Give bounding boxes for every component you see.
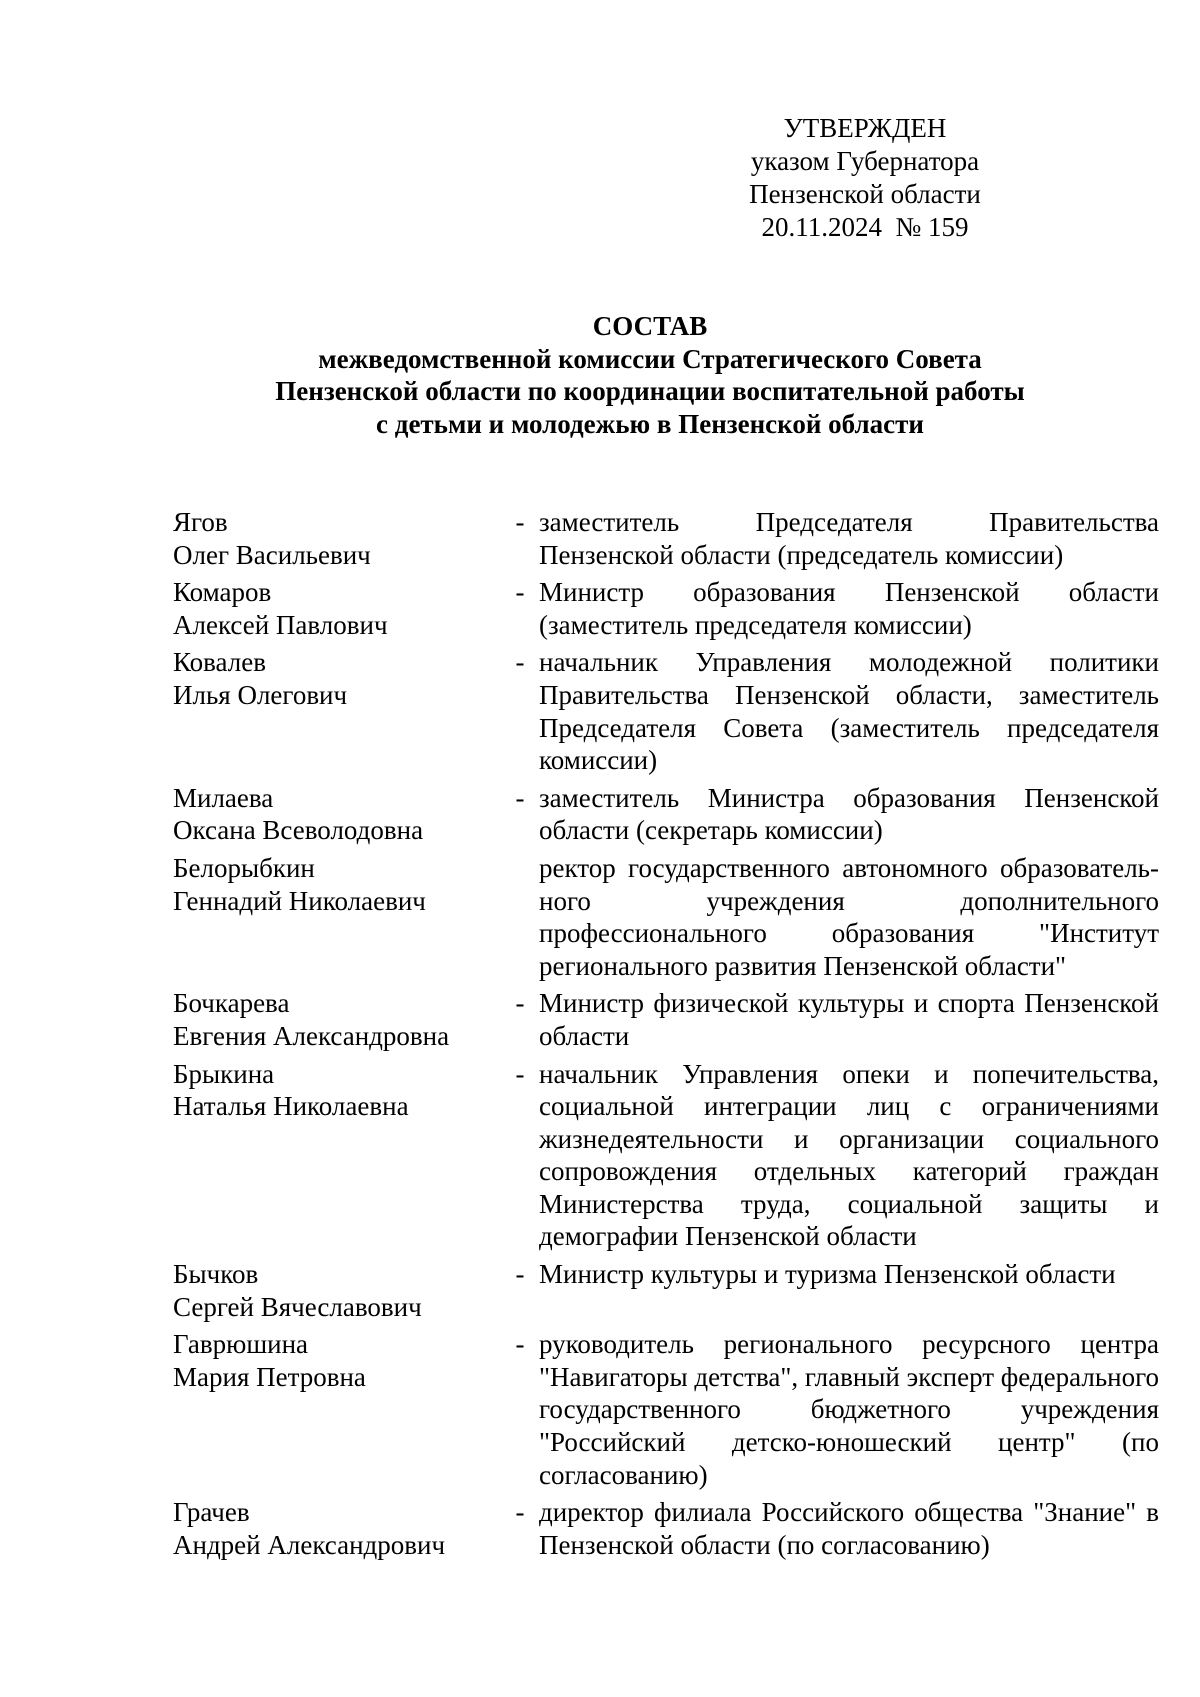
member-role: начальник Управления опеки и попечительства, социальной интеграции лиц с ограничениями жизнедеятельности и организации социального сопровождения отдельных категорий граждан Министерства труда, социальной защиты и демографии Пензенской области — [539, 1058, 1159, 1252]
document-title — [150, 310, 1150, 440]
member-role: Министр образования Пензенской области (заместитель председателя комиссии) — [539, 577, 1159, 640]
member-dash — [493, 852, 539, 982]
member-role: Министр физической культуры и спорта Пензенской области — [539, 988, 1159, 1051]
member-row — [173, 646, 1159, 776]
member-surname: Брыкина — [173, 1058, 275, 1089]
member-given-names: Геннадий Николаевич — [173, 885, 426, 916]
approval-line-region: Пензенской области — [749, 179, 981, 209]
member-surname: Белорыбкин — [173, 852, 315, 883]
member-row — [173, 1328, 1159, 1491]
member-role: директор филиала Российского общества "Знание" в Пензенской области (по согласованию) — [539, 1497, 1159, 1560]
member-dash: - — [515, 988, 525, 1019]
members-list — [173, 506, 1159, 1566]
member-row — [173, 1058, 1159, 1254]
member-given-names: Андрей Александрович — [173, 1529, 446, 1560]
member-row — [173, 576, 1159, 641]
member-given-names: Алексей Павлович — [173, 609, 388, 640]
member-name — [173, 782, 493, 847]
member-given-names: Евгения Александровна — [173, 1020, 450, 1051]
member-surname: Милаева — [173, 782, 274, 813]
member-row — [173, 987, 1159, 1052]
approval-line-date-number: 20.11.2024 № 159 — [761, 212, 969, 242]
title-heading: СОСТАВ — [592, 311, 708, 341]
member-row — [173, 852, 1159, 982]
member-row — [173, 506, 1159, 571]
member-role: руководитель регионального ресурсного центра "Навигаторы детства", главный эксперт федерального государственного бюджетного учреждения "Российский детско-юношеский центр" (по согласованию) — [539, 1329, 1159, 1490]
member-name — [173, 1258, 493, 1323]
member-surname: Ковалев — [173, 647, 266, 678]
member-name — [173, 987, 493, 1052]
member-dash: - — [515, 1058, 525, 1089]
member-surname: Комаров — [173, 577, 272, 608]
member-surname: Бочкарева — [173, 988, 290, 1019]
member-role: ректор государственного автономного образовательного учреждения дополнительного профессионального образования "Институт регионального развития Пензенской области" — [539, 852, 1159, 981]
member-given-names: Наталья Николаевна — [173, 1091, 409, 1122]
member-role: заместитель Министра образования Пензенской области (секретарь комиссии) — [539, 782, 1159, 846]
member-name — [173, 852, 493, 982]
member-dash: - — [515, 1259, 525, 1290]
member-dash: - — [515, 507, 525, 537]
member-name — [173, 1058, 493, 1254]
title-line-3: с детьми и молодежью в Пензенской области — [376, 408, 924, 439]
approval-stamp — [700, 112, 1030, 244]
member-surname: Бычков — [173, 1259, 259, 1290]
title-line-2: Пензенской области по координации воспитательной работы — [275, 376, 1025, 406]
member-name — [173, 646, 493, 776]
member-dash: - — [515, 577, 525, 608]
member-role: Министр культуры и туризма Пензенской области — [539, 1259, 1116, 1290]
member-row — [173, 1258, 1159, 1323]
approval-line-approved: УТВЕРЖДЕН — [783, 113, 947, 143]
member-name — [173, 576, 493, 641]
member-dash: - — [515, 1497, 525, 1528]
member-dash: - — [515, 782, 525, 813]
member-row — [173, 782, 1159, 847]
member-surname: Гаврюшина — [173, 1329, 309, 1360]
member-role: начальник Управления молодежной политики Правительства Пензенской области, заместитель Председателя Совета (заместитель председателя комиссии) — [539, 647, 1159, 776]
member-given-names: Илья Олегович — [173, 679, 348, 710]
member-name — [173, 506, 493, 571]
member-given-names: Мария Петровна — [173, 1361, 366, 1392]
member-row — [173, 1496, 1159, 1561]
member-name — [173, 1496, 493, 1561]
member-dash: - — [515, 1329, 525, 1360]
member-given-names: Оксана Всеволодовна — [173, 815, 424, 846]
title-line-1: межведомственной комиссии Стратегического Совета — [318, 343, 982, 374]
approval-line-decree: указом Губернатора — [750, 146, 980, 176]
member-surname: Грачев — [173, 1497, 250, 1528]
member-surname: Ягов — [173, 507, 228, 537]
member-dash: - — [515, 647, 525, 678]
member-role: заместитель Председателя Правительства Пензенской области (председатель комиссии) — [539, 507, 1159, 570]
member-given-names: Олег Васильевич — [173, 539, 371, 570]
member-given-names: Сергей Вячеславович — [173, 1291, 422, 1322]
member-name — [173, 1328, 493, 1491]
